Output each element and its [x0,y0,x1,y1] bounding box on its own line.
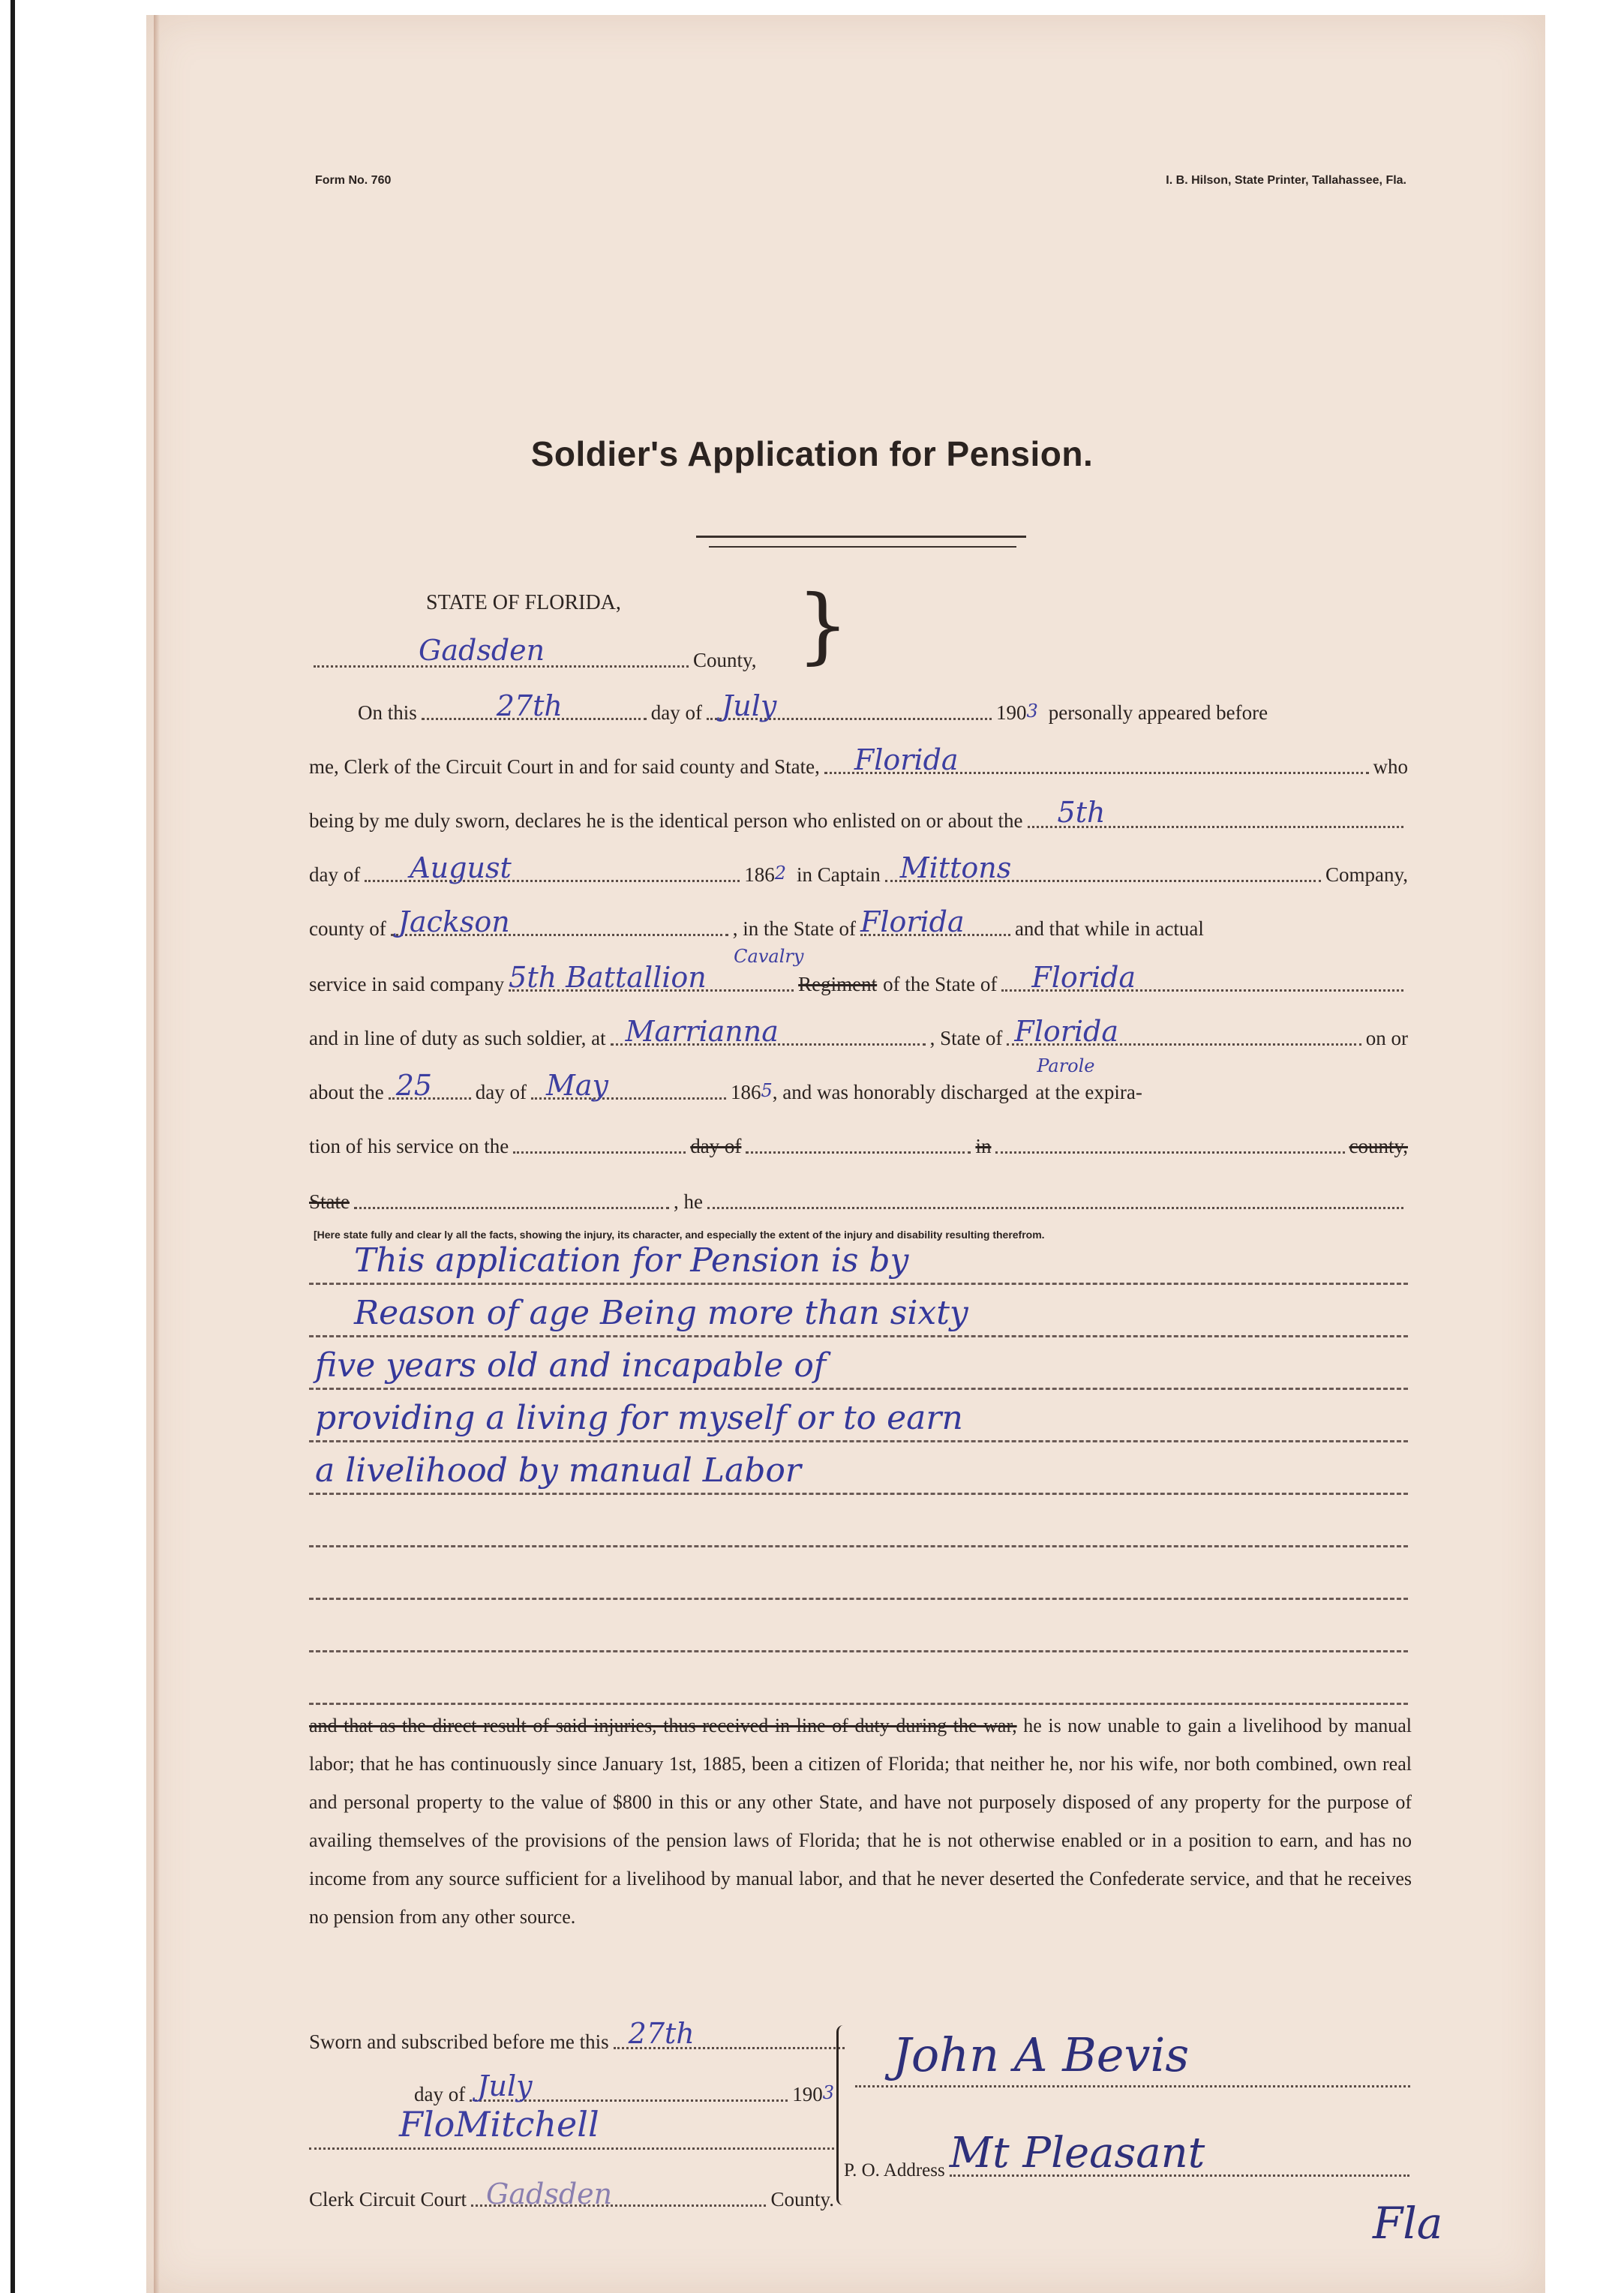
title-rule [696,536,1026,538]
statement-line [309,1607,1408,1652]
line-enlisted: being by me duly sworn, declares he is the identical person who enlisted on or about the 5th [309,797,1408,836]
line-duty: and in line of duty as such soldier, at Marrianna , State of Florida Parole on or [309,1015,1408,1076]
statement-line: five years old and incapable of [309,1344,1408,1390]
clerk-county-line: Clerk Circuit Court Gadsden County. [309,2177,834,2210]
month-value: July [722,689,777,722]
statement-line [309,1502,1408,1547]
po-address-value: Mt Pleasant [949,2129,1205,2177]
enlist-month-value: August [410,851,512,884]
unit-value: 5th Battallion [509,961,707,994]
statement-line [309,1554,1408,1600]
declaration-paragraph [309,1706,1412,1936]
discharge-year-value: 5 [761,1080,773,1101]
line-state: State , he [309,1178,1408,1217]
statement-line: Reason of age Being more than sixty [309,1292,1408,1337]
discharge-month-value: May [545,1069,609,1102]
caption-brace: } [797,577,849,673]
page-title: Soldier's Application for Pension. [530,434,1094,473]
county-line [309,636,797,675]
po-address-line: P. O. Address Mt Pleasant [844,2145,1414,2184]
line-service: service in said company 5th Battallion Cavalry Regiment of the State of Florida [309,960,1408,999]
line-date: On this 27th day of July 190 3 personally appeared before [309,689,1408,728]
statement-line [309,1659,1408,1705]
enlist-year-value: 2 [774,863,787,884]
statement-line: This application for Pension is by [309,1239,1408,1285]
clerk-county-value: Gadsden [485,2177,613,2210]
line-discharge: about the 25 day of May 186 5 , and was honorably discharged at the expira- [309,1068,1408,1107]
printer-credit: I. B. Hilson, State Printer, Tallahassee, Fla. [1166,174,1406,187]
day-value: 27th [496,689,563,722]
scan-edge [11,0,15,2293]
paper-fold [154,15,160,2293]
duty-place-value: Marrianna [625,1015,779,1048]
clerk-signature-line [309,2104,834,2150]
county-value: Gadsden [419,634,545,667]
parole-insert: Parole [1037,1055,1095,1076]
jurat-month-value: July [477,2069,533,2102]
jurat-year-value: 3 [822,2082,834,2103]
clerk-state-value: Florida [854,743,959,776]
cavalry-insert: Cavalry [734,946,804,967]
line-term: tion of his service on the day of in county, [309,1135,1408,1157]
captain-value: Mittons [899,851,1012,884]
county-label: County, [693,649,757,671]
declaration-body: he is now unable to gain a livelihood by manual labor; that he has continuously since January 1st, 1885, been a citizen of Florida; that neither he, nor his wife, nor both combined, own real and personal property to the value of $800 in this or any other State, and have not purposely disposed of any property for the purpose of availing themselves of the provisions of the pension laws of Florida; that he is not otherwise enabled or in a position to earn, and has no income from any source sufficient for a livelihood by manual labor, and that he never deserted the Confederate service, and that he receives no pension from any other source. [309,1715,1412,1928]
line-enlist-month: day of August 186 2 in Captain Mittons Company, [309,851,1408,890]
applicant-signature: John A Bevis [893,2027,1190,2082]
regiment-struck: Regiment [798,973,878,995]
enlist-state-value: Florida [860,905,965,938]
service-state-value: Florida [1031,961,1136,994]
statement-line: a livelihood by manual Labor [309,1449,1408,1495]
duty-state-value: Florida [1014,1015,1119,1048]
enlist-county-value: Jackson [398,905,510,938]
struck-clause: and that as the direct result of said injuries, thus received in line of duty during the war, [309,1715,1017,1736]
jurat-day-value: 27th [628,2017,695,2050]
jurat-month: day of July 190 3 [309,2070,834,2109]
jurat-sworn: Sworn and subscribed before me this 27th [309,2018,849,2057]
year-value: 3 [1026,701,1038,722]
instruction-text: [Here state fully and clear ly all the facts, showing the injury, its character, and especially the extent of the injury and disability resulting therefrom. [314,1229,1045,1241]
form-number: Form No. 760 [315,174,392,187]
jurat-divider [836,2025,843,2205]
line-clerk: me, Clerk of the Circuit Court in and for said county and State, Florida who [309,743,1408,778]
applicant-signature-line [855,2025,1410,2087]
po-state-value: Fla [1373,2198,1443,2249]
title-rule-2 [709,546,1016,548]
discharge-day-value: 25 [395,1069,433,1102]
clerk-signature: FloMitchell [399,2104,599,2144]
statement-line: providing a living for myself or to earn [309,1397,1408,1442]
enlist-day-value: 5th [1057,796,1106,829]
state-caption: STATE OF FLORIDA, [426,591,621,614]
line-county: county of Jackson , in the State of Florida and that while in actual [309,905,1204,940]
